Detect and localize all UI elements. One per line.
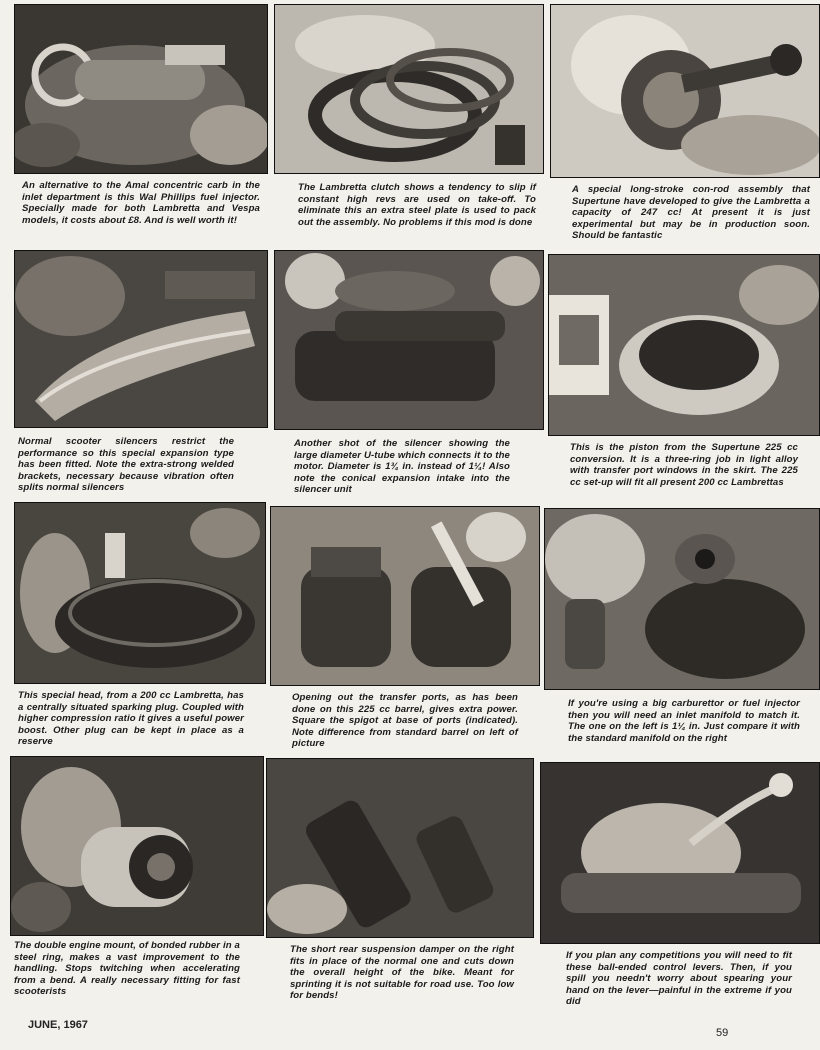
page-number: 59 [716, 1027, 729, 1039]
caption-silencer-utube: Another shot of the silencer showing the large diameter U-tube which connects it to the motor. Diameter is 1¾ in. instead of 1¼! Also note the conical expansion intake into the silencer unit [294, 438, 510, 495]
photo-control-levers [540, 762, 820, 944]
caption-transfer-ports: Opening out the transfer ports, as has been done on this 225 cc barrel, gives extra power. Square the spigot at base of ports (indicated). Note difference from standard barrel on left of picture [292, 692, 518, 749]
caption-conrod-assembly: A special long-stroke con-rod assembly that Supertune have developed to give the Lambretta a capacity of 247 cc! At present it is just experimental but may be in production soon. Should be fantastic [572, 184, 810, 241]
photo-transfer-ports [270, 506, 540, 686]
caption-special-head: This special head, from a 200 cc Lambretta, has a centrally situated sparking plug. Coupled with higher compression ratio it gives a useful power boost. Other plug can be kept in place as a reserve [18, 690, 244, 747]
photo-conrod-assembly [550, 4, 820, 178]
caption-inlet-manifold: If you're using a big carburettor or fuel injector then you will need an inlet manifold to match it. The one on the left is 1¼ in. Just compare it with the standard manifold on the right [568, 698, 800, 744]
caption-rear-damper: The short rear suspension damper on the right fits in place of the normal one and cuts down the overall height of the bike. Meant for sprinting it is not suitable for road use. Too low for bends! [290, 944, 514, 1001]
caption-clutch-plates: The Lambretta clutch shows a tendency to slip if constant high revs are used on take-off. To eliminate this an extra steel plate is used to pack out the assembly. No problems if this mod is done [298, 182, 536, 228]
caption-engine-mount: The double engine mount, of bonded rubber in a steel ring, makes a vast improvement to the handling. Stops twitching when accelerating from a bend. A really necessary fitting for fast scooterists [14, 940, 240, 997]
photo-fuel-injector [14, 4, 268, 174]
photo-special-head [14, 502, 266, 684]
photo-engine-mount [10, 756, 264, 936]
caption-fuel-injector: An alternative to the Amal concentric carb in the inlet department is this Wal Phillips fuel injector. Specially made for both Lambretta and Vespa models, it costs about £8. And is well worth it! [22, 180, 260, 226]
photo-clutch-plates [274, 4, 544, 174]
photo-silencer-utube [274, 250, 544, 430]
issue-date: JUNE, 1967 [28, 1019, 88, 1031]
photo-piston-225cc [548, 254, 820, 436]
photo-expansion-silencer [14, 250, 268, 428]
caption-expansion-silencer: Normal scooter silencers restrict the performance so this special expansion type has been fitted. Note the extra-strong welded brackets, necessary because vibration often splits normal silencers [18, 436, 234, 493]
photo-inlet-manifold [544, 508, 820, 690]
caption-piston-225cc: This is the piston from the Supertune 225 cc conversion. It is a three-ring job in light alloy with transfer port windows in the skirt. The 225 cc set-up will fit all present 200 cc Lambrettas [570, 442, 798, 488]
photo-rear-damper [266, 758, 534, 938]
caption-control-levers: If you plan any competitions you will need to fit these ball-ended control levers. Then, if you spill you needn't worry about spearing your hand on the lever—painful in the extreme if you did [566, 950, 792, 1007]
